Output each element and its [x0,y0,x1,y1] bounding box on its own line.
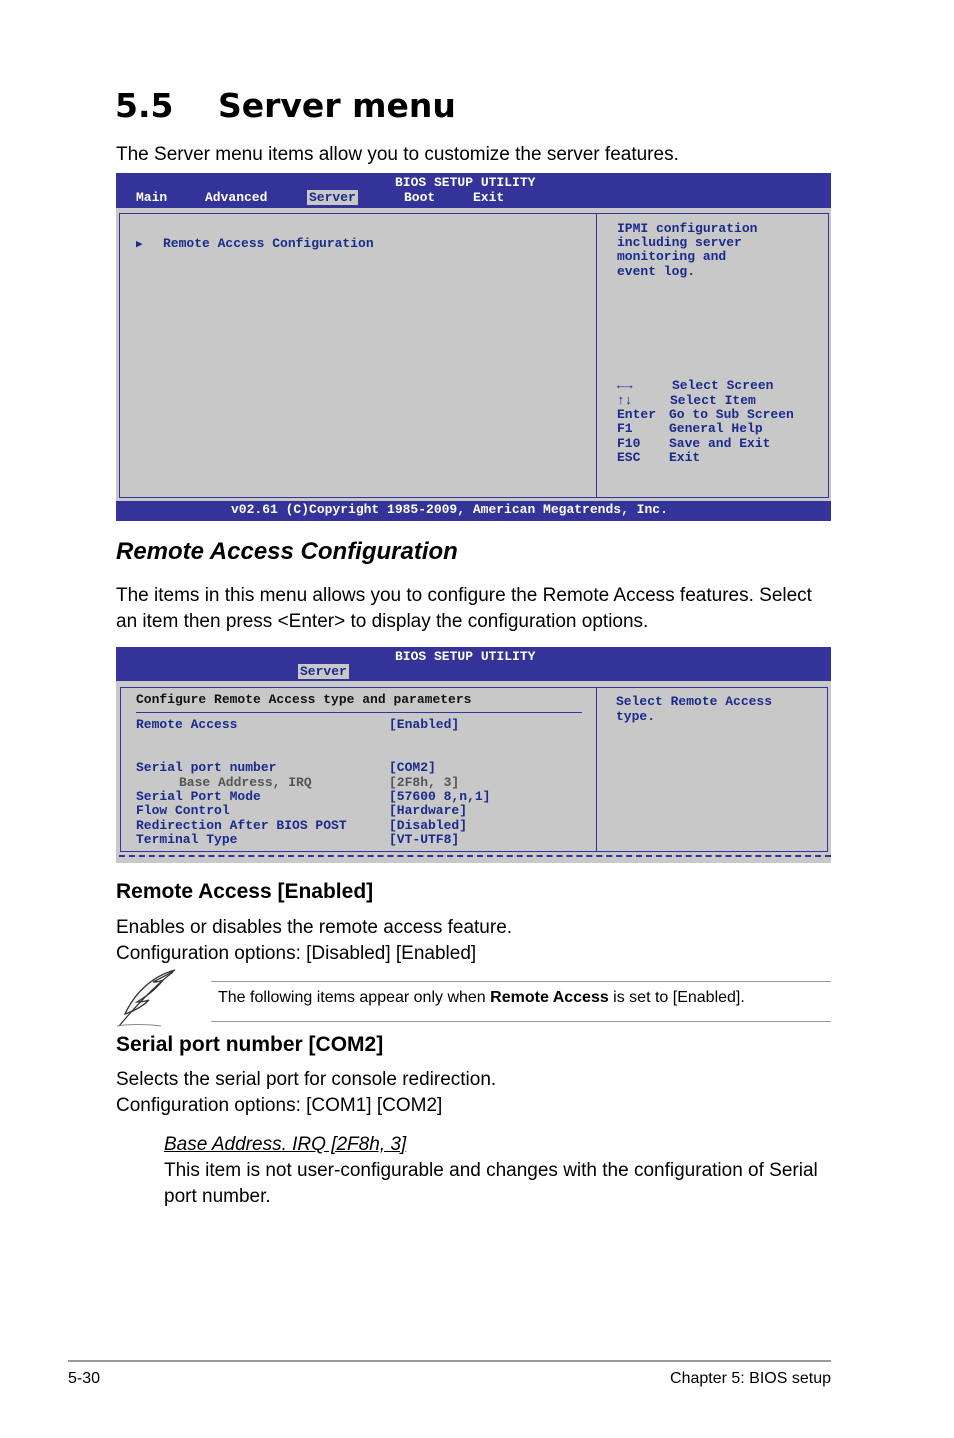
setting-terminal-type[interactable]: Terminal Type [136,832,238,847]
screen-cut-edge [119,855,831,857]
remote-access-heading: Remote Access [Enabled] [116,880,374,903]
key-up-down: ↑↓ [617,393,633,408]
bios-title: BIOS SETUP UTILITY [395,175,536,190]
header-divider [136,712,582,713]
setting-serial-port-number[interactable]: Serial port number [136,760,277,775]
base-address-desc-line: This item is not user-configurable and changes with the configuration of Serial [164,1160,818,1181]
key-f10: F10 [617,436,641,451]
submenu-arrow-icon: ▶ [136,239,143,251]
menu-item-remote-access-configuration[interactable]: Remote Access Configuration [163,236,374,251]
setting-remote-access[interactable]: Remote Access [136,717,238,732]
key-esc: ESC [617,450,641,465]
base-address-heading: Base Address. IRQ [2F8h, 3] [164,1134,407,1155]
help-line: monitoring and [617,249,727,264]
setting-value[interactable]: [Hardware] [389,803,468,818]
help-line: Select Remote Access [616,694,773,709]
setting-redirection-after-post[interactable]: Redirection After BIOS POST [136,818,347,833]
key-action: Save and Exit [669,436,771,451]
bios-main-pane [119,213,597,498]
key-f1: F1 [617,421,633,436]
help-line: event log. [617,264,696,279]
serial-port-options: Configuration options: [COM1] [COM2] [116,1095,443,1116]
section-number: 5.5 [115,86,174,125]
tab-main[interactable]: Main [136,190,168,205]
setting-value[interactable]: [Enabled] [389,717,460,732]
bios-title-bar [116,173,831,208]
key-enter: Enter [617,407,657,422]
setting-value: [2F8h, 3] [389,775,460,790]
help-line: including server [617,235,742,250]
note-text: The following items appear only when Remote Access is set to [Enabled]. [218,989,745,1006]
remote-access-options: Configuration options: [Disabled] [Enabled] [116,943,477,964]
section-heading: Remote Access Configuration [116,538,458,565]
serial-port-heading: Serial port number [COM2] [116,1033,384,1056]
help-line: type. [616,709,656,724]
base-address-desc-line: port number. [164,1186,271,1207]
tab-boot[interactable]: Boot [404,190,436,205]
tab-server[interactable]: Server [309,190,356,205]
page-number: 5-30 [68,1370,101,1387]
tab-exit[interactable]: Exit [473,190,505,205]
page-title [115,86,456,125]
note-divider-top [211,981,831,982]
key-action: Go to Sub Screen [669,407,794,422]
remote-access-desc: Enables or disables the remote access feature. [116,917,513,938]
serial-port-desc: Selects the serial port for console redirection. [116,1069,497,1090]
tab-server[interactable]: Server [300,664,347,679]
tab-advanced[interactable]: Advanced [205,190,268,205]
copyright-text: v02.61 (C)Copyright 1985-2009, American Megatrends, Inc. [231,502,668,517]
bios-title-bar [116,647,831,681]
setting-value[interactable]: [57600 8,n,1] [389,789,491,804]
section-desc-line: The items in this menu allows you to configure the Remote Access features. Select [116,585,812,606]
key-action: General Help [669,421,763,436]
bios-status-bar [116,501,831,521]
section-title: Server menu [218,86,456,125]
setting-base-address: Base Address, IRQ [179,775,312,790]
feather-note-icon [113,968,181,1030]
section-desc-line: an item then press <Enter> to display the configuration options. [116,611,649,632]
bios-screen-remote-access [116,647,831,863]
note-divider-bottom [211,1021,831,1022]
setting-serial-port-mode[interactable]: Serial Port Mode [136,789,261,804]
setting-value[interactable]: [VT-UTF8] [389,832,460,847]
setting-value[interactable]: [Disabled] [389,818,468,833]
footer-divider [68,1360,831,1362]
key-action: Select Item [670,393,756,408]
key-action: Exit [669,450,701,465]
bios-screen-server [116,173,831,521]
key-action: Select Screen [672,378,774,393]
help-line: IPMI configuration [617,221,758,236]
key-left-right: ←→ [617,378,633,393]
pane-header: Configure Remote Access type and parameters [136,692,472,707]
bios-title: BIOS SETUP UTILITY [395,649,536,664]
intro-text: The Server menu items allow you to customize the server features. [116,144,679,165]
chapter-label: Chapter 5: BIOS setup [670,1370,831,1387]
setting-flow-control[interactable]: Flow Control [136,803,230,818]
setting-value[interactable]: [COM2] [389,760,436,775]
